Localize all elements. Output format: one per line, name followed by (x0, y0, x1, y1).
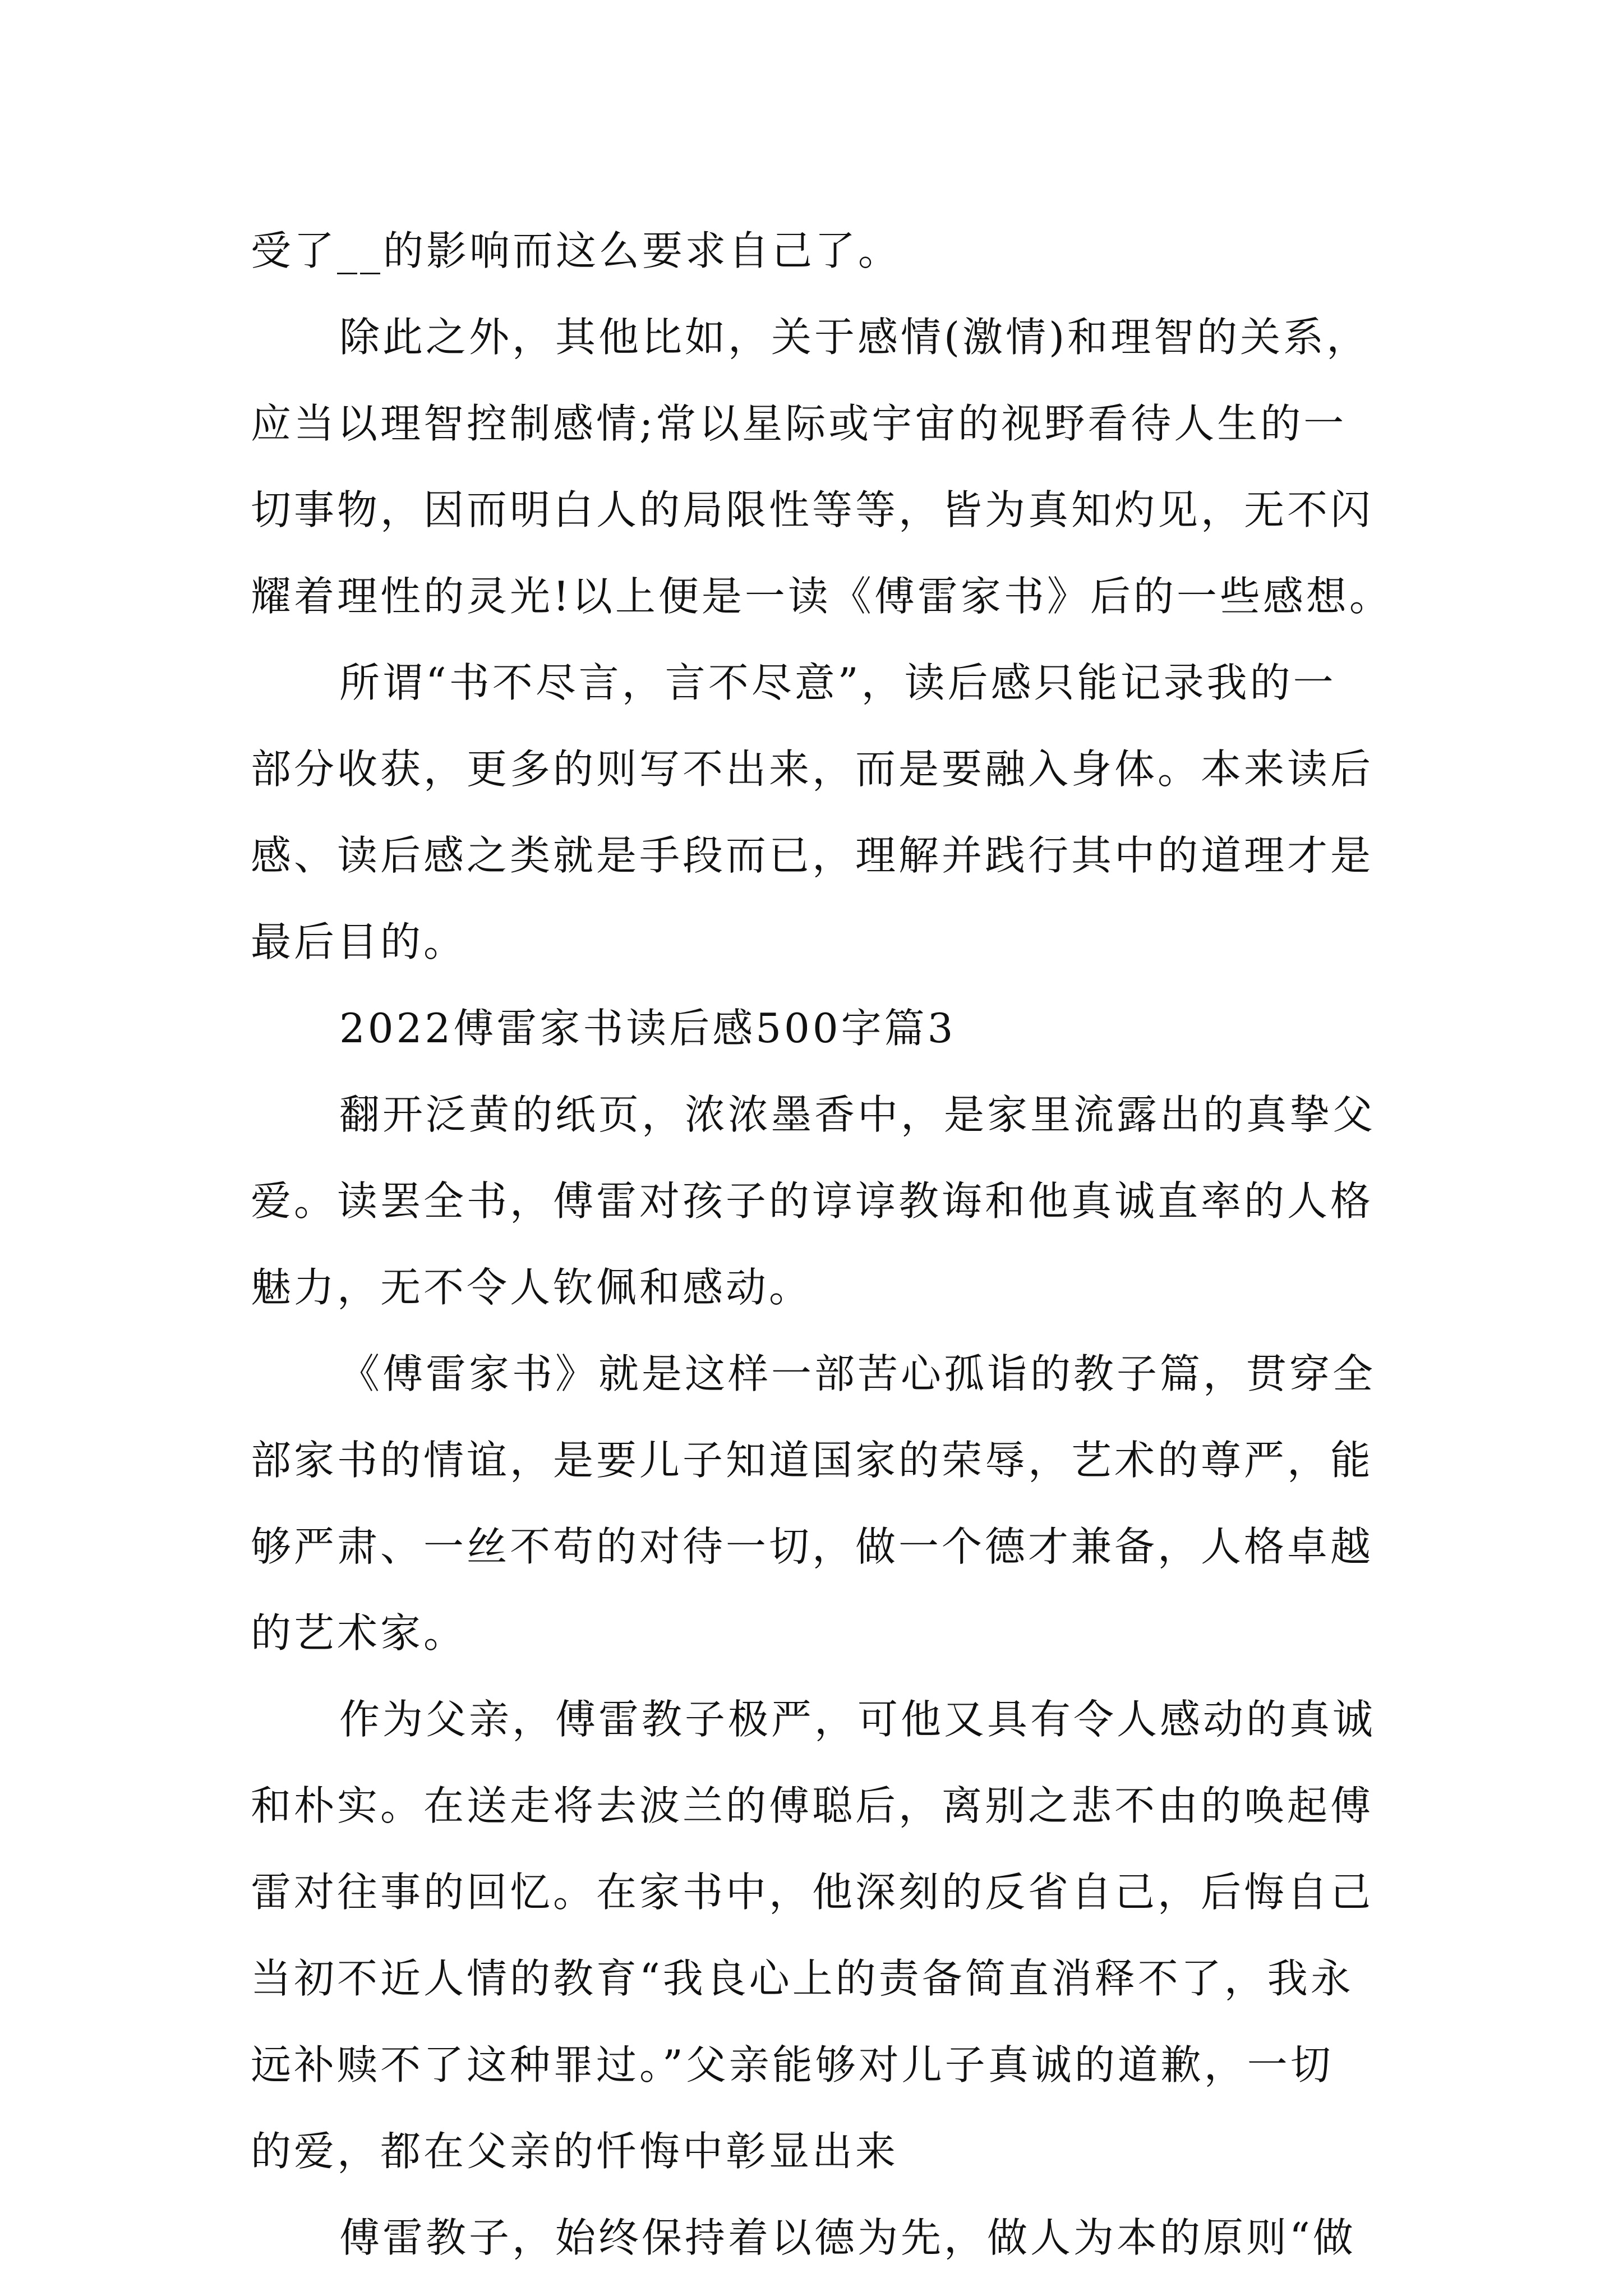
body-text (251, 208, 1393, 2281)
text-line: 部分收获，更多的则写不出来，而是要融入身体。本来读后 (251, 746, 1374, 793)
text-line: 的艺术家。 (251, 1609, 467, 1657)
text-line: 应当以理智控制感情;常以星际或宇宙的视野看待人生的一 (251, 400, 1347, 447)
text-line: 感、读后感之类就是手段而已，理解并践行其中的道理才是 (251, 832, 1374, 879)
text-line: 远补赎不了这种罪过。”父亲能够对儿子真诚的道歉，一切 (251, 2041, 1334, 2088)
text-line: 部家书的情谊，是要儿子知道国家的荣辱，艺术的尊严，能 (251, 1437, 1374, 1484)
text-line: 当初不近人情的教育“我良心上的责备简直消释不了，我永 (251, 1955, 1354, 2002)
text-line: 傅雷教子，始终保持着以德为先，做人为本的原则“做 (339, 2214, 1356, 2261)
text-line: 雷对往事的回忆。在家书中，他深刻的反省自己，后悔自己 (251, 1869, 1374, 1916)
text-line: 魅力，无不令人钦佩和感动。 (251, 1264, 813, 1311)
text-line: 翻开泛黄的纸页，浓浓墨香中，是家里流露出的真挚父 (339, 1091, 1376, 1138)
text-line: 所谓“书不尽言，言不尽意”，读后感只能记录我的一 (339, 659, 1336, 706)
text-line: 《傅雷家书》就是这样一部苦心孤诣的教子篇，贯穿全 (339, 1350, 1376, 1397)
text-line: 受了__的影响而这么要求自己了。 (251, 227, 902, 274)
text-line: 爱。读罢全书，傅雷对孩子的谆谆教诲和他真诚直率的人格 (251, 1177, 1374, 1225)
text-line: 够严肃、一丝不苟的对待一切，做一个德才兼备，人格卓越 (251, 1523, 1374, 1570)
text-line: 除此之外，其他比如，关于感情(激情)和理智的关系， (339, 314, 1370, 361)
text-line: 和朴实。在送走将去波兰的傅聪后，离别之悲不由的唤起傅 (251, 1782, 1374, 1829)
section-heading: 2022傅雷家书读后感500字篇3 (339, 1005, 956, 1052)
text-line: 切事物，因而明白人的局限性等等，皆为真知灼见，无不闪 (251, 486, 1374, 533)
text-line: 作为父亲，傅雷教子极严，可他又具有令人感动的真诚 (339, 1696, 1376, 1743)
text-line: 最后目的。 (251, 918, 467, 965)
text-line: 耀着理性的灵光!以上便是一读《傅雷家书》后的一些感想。 (251, 573, 1393, 620)
text-line: 的爱，都在父亲的忏悔中彰显出来 (251, 2128, 899, 2175)
